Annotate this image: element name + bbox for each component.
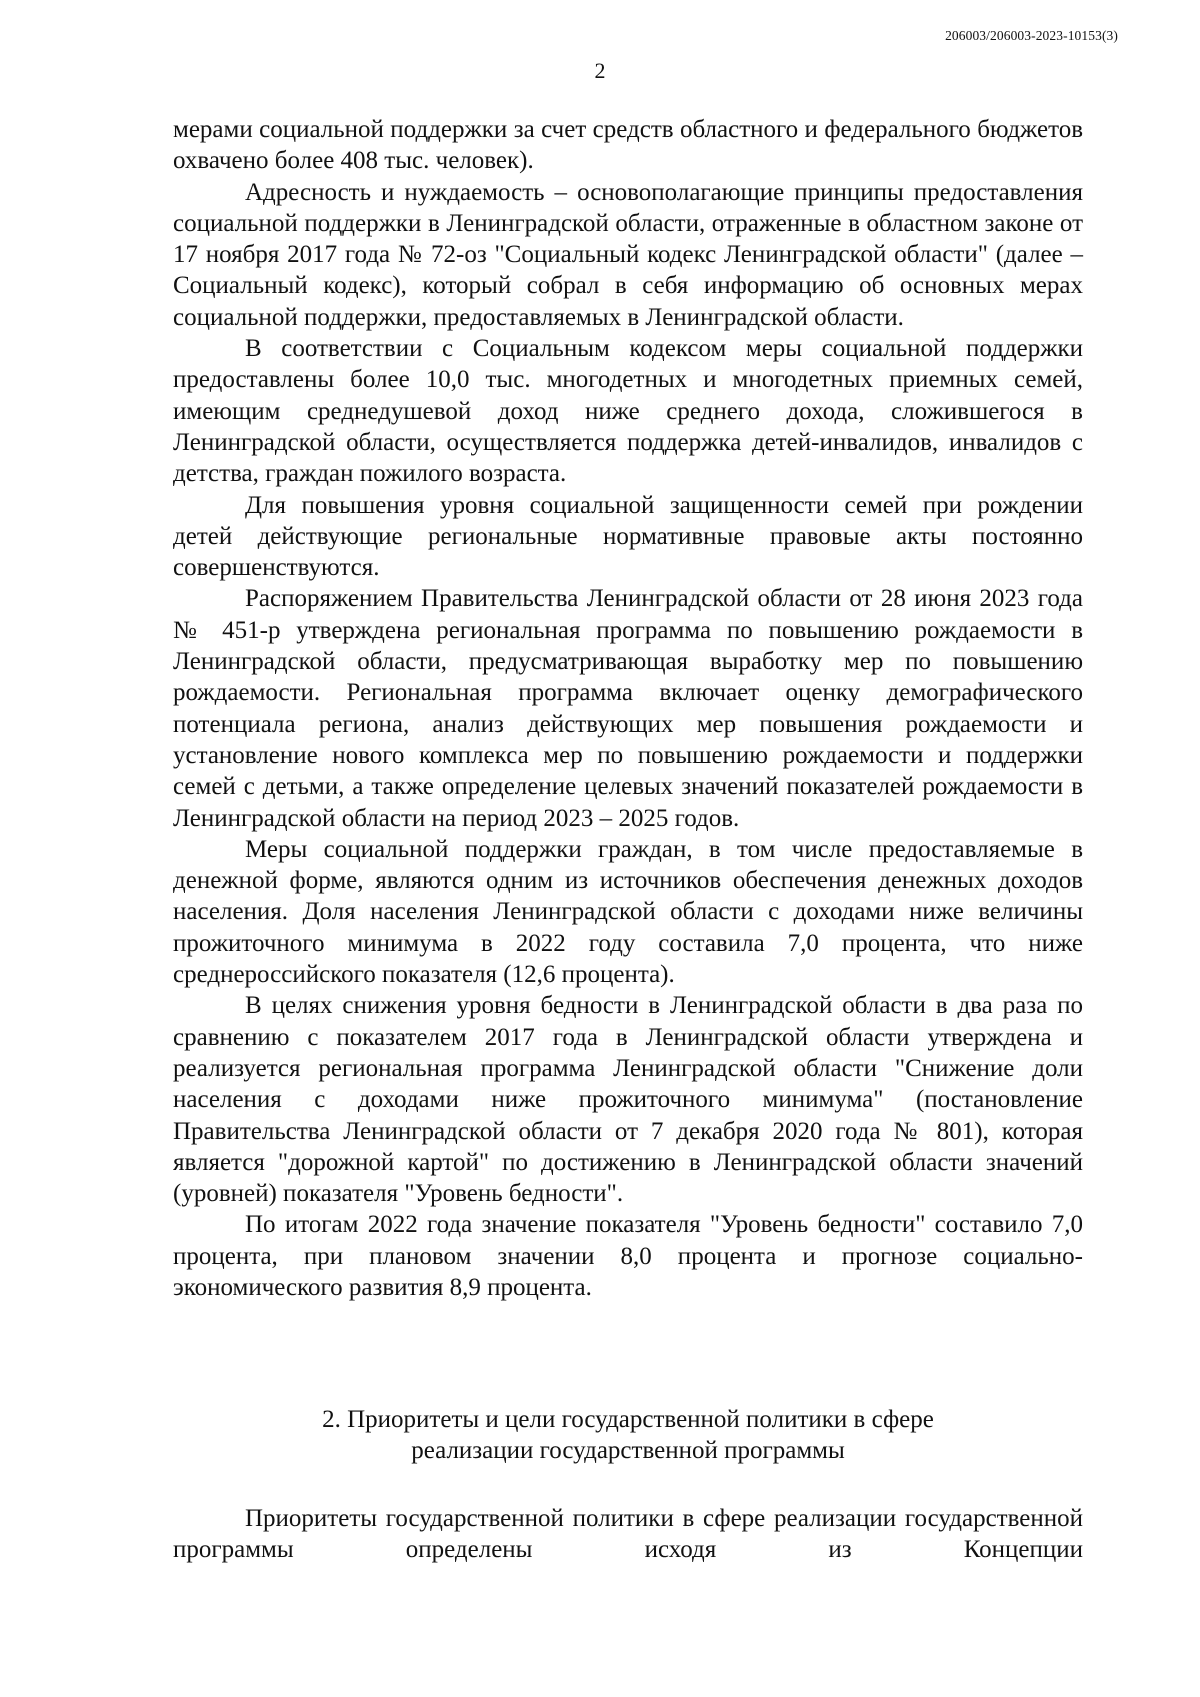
paragraph: мерами социальной поддержки за счет средств областного и федерального бюджетов охвачено более 408 тыс. человек). bbox=[173, 116, 1083, 175]
paragraph: Для повышения уровня социальной защищенности семей при рождении детей действующие региональные нормативные правовые акты постоянно совершенствуются. bbox=[173, 491, 1083, 582]
paragraph: Меры социальной поддержки граждан, в том числе предоставляемые в денежной форме, являются одним из источников обеспечения денежных доходов населения. Доля населения Ленинградской области с доходами ниже величины прожиточного минимума в 2022 году составила 7,0 процента, что ниже среднероссийского показателя (12,6 процента). bbox=[173, 835, 1083, 989]
paragraph: Распоряжением Правительства Ленинградской области от 28 июня 2023 года № 451-р утверждена региональная программа по повышению рождаемости в Ленинградской области, предусматривающая выработку мер по повышению рождаемости. Региональная программа включает оценку демографического потенциала региона, анализ действующих мер повышения рождаемости и установление нового комплекса мер по повышению рождаемости и поддержки семей с детьми, а также определение целевых значений показателей рождаемости в Ленинградской области на период 2023 – 2025 годов. bbox=[173, 585, 1083, 832]
section-body bbox=[173, 1503, 1083, 1566]
paragraph: Приоритеты государственной политики в сфере реализации государственной программы определены исходя из Концепции bbox=[173, 1505, 1083, 1564]
paragraph: В целях снижения уровня бедности в Ленинградской области в два раза по сравнению с показателем 2017 года в Ленинградской области утверждена и реализуется региональная программа Ленинградской области "Снижение доли населения с доходами ниже прожиточного минимума" (постановление Правительства Ленинградской области от 7 декабря 2020 года № 801), которая является "дорожной картой" по достижению в Ленинградской области значений (уровней) показателя "Уровень бедности". bbox=[173, 992, 1083, 1208]
page-number: 2 bbox=[594, 58, 606, 83]
paragraph: В соответствии с Социальным кодексом меры социальной поддержки предоставлены более 10,0 тыс. многодетных и многодетных приемных семей, имеющим среднедушевой доход ниже среднего дохода, сложившегося в Ленинградской области, осуществляется поддержка детей-инвалидов, инвалидов с детства, граждан пожилого возраста. bbox=[173, 335, 1083, 488]
document-id: 206003/206003-2023-10153(3) bbox=[945, 28, 1118, 43]
section-heading bbox=[173, 1404, 1083, 1467]
body-text bbox=[173, 114, 1083, 1303]
paragraph: По итогам 2022 года значение показателя "Уровень бедности" составило 7,0 процента, при плановом значении 8,0 процента и прогнозе социально-экономического развития 8,9 процента. bbox=[173, 1211, 1083, 1301]
section-heading-line: реализации государственной программы bbox=[411, 1437, 845, 1465]
paragraph: Адресность и нуждаемость – основополагающие принципы предоставления социальной поддержки в Ленинградской области, отраженные в областном законе от 17 ноября 2017 года № 72-оз "Социальный кодекс Ленинградской области" (далее – Социальный кодекс), который собрал в себя информацию об основных мерах социальной поддержки, предоставляемых в Ленинградской области. bbox=[173, 178, 1083, 331]
section-heading-line: 2. Приоритеты и цели государственной политики в сфере bbox=[322, 1406, 934, 1433]
